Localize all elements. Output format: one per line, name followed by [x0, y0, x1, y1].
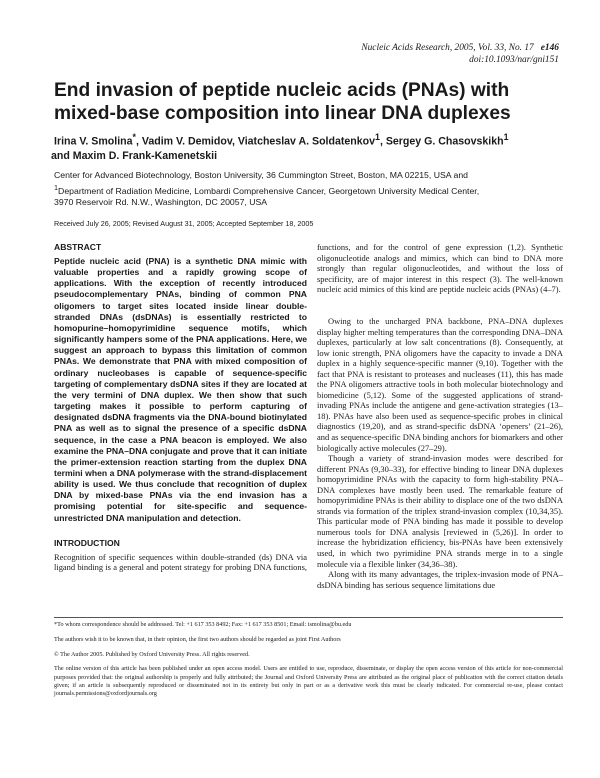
intro-paragraph: Owing to the uncharged PNA backbone, PNA–DNA duplexes display higher melting temperatures than the corresponding DNA–DNA duplexes, particularly at low salt concentrations (8). Consequently, at low ionic strength, PNA oligomers have the capacity to invade a DNA duplex in a highly sequence-specific manner (9,10). Together with the fact that PNA is resistant to proteases and nucleases (11), this has made the PNA oligomers attractive tools in both molecular biotechnology and biomedicine (5,12). Some of the suggested applications of strand-invading PNAs include the antigene and gene-activation strategies (13–18). PNAs have also been used as sequence-specific probes in clinical diagnostics (19,20), and as strand-specific dsDNA ‘openers’ (21–26), and as sequence-specific DNA binding anchors for biomarkers and other biologically active molecules (27–29). [317, 316, 563, 453]
footnote-divider [54, 617, 563, 618]
affiliation-mark: 1 [54, 182, 59, 192]
submission-dates: Received July 26, 2005; Revised August 31, 2005; Accepted September 18, 2005 [54, 219, 314, 228]
author-footnote-mark: * [132, 132, 136, 142]
author-separator: and [51, 150, 73, 163]
correspondence-note: *To whom correspondence should be addressed. Tel: +1 617 353 8492; Fax: +1 617 353 8501; Email: ismolina@bu.edu [54, 621, 352, 628]
author-separator: , [231, 135, 238, 148]
author-separator: , [135, 135, 142, 148]
affiliations [54, 170, 574, 209]
author-name: Irina V. Smolina [54, 135, 133, 148]
license-note: The online version of this article has been published under an open access model. Users are entitled to use, reproduce, disseminate, or display the open access version of this article for non-commercial purposes provided that: the original authorship is properly and fully attributed; the Journal and Oxford University Press are attributed as the original place of publication with the correct citation details given; if an article is subsequently reproduced or disseminated not in its entirety but only in part or as a derivative work this must be clearly indicated. For commercial re-use, please contact journals.permissions@oxfordjournals.org [54, 665, 563, 698]
abstract-heading: ABSTRACT [54, 242, 102, 252]
intro-paragraph: Along with its many advantages, the triplex-invasion mode of PNA–dsDNA binding has serious sequence limitations due [317, 569, 563, 590]
intro-paragraph-text: functions, and for the control of gene expression (1,2). Synthetic oligonucleotide analogs and mimics, which can bind to DNA more strongly than regular oligonucleotides, and without the loss of specificity, are of major interest in this respect (3). The well-known nucleic acid mimics of this kind are peptide nucleic acids (PNAs) (4–7). [317, 242, 563, 295]
left-column [54, 242, 307, 573]
joint-authorship-note: The authors wish it to be known that, in their opinion, the first two authors should be regarded as joint First Authors [54, 635, 341, 643]
author-affiliation-mark: 1 [375, 132, 380, 142]
citation-line [361, 43, 559, 55]
author-name: Maxim D. Frank-Kamenetskii [72, 150, 218, 163]
copyright-note: © The Author 2005. Published by Oxford University Press. All rights reserved. [54, 650, 250, 658]
abstract-text: Peptide nucleic acid (PNA) is a synthetic DNA mimic with valuable properties and a rapidly growing scope of applications. With the exception of recently introduced pseudocomplementary PNAs, binding of common PNA oligomers to target sites located inside linear double-stranded DNAs (dsDNAs) is essentially restricted to homopurine–homopyrimidine sequence motifs, which significantly hampers some of the PNA applications. Here, we suggest an approach to bypass this limitation of common PNAs. We demonstrate that PNA with mixed composition of ordinary nucleobases is capable of sequence-specific targeting of complementary dsDNA sites if they are located at the very termini of DNA duplex. We then show that such targeting makes it possible to perform capturing of designated dsDNA fragments via the DNA-bound biotinylated PNA as well as to signal the presence of a specific dsDNA sequence, in the case a PNA beacon is employed. We also examine the PNA–DNA conjugate and prove that it can initiate the primer-extension reaction starting from the duplex DNA termini when a DNA polymerase with the strand-displacement ability is used. We thus conclude that recognition of duplex DNA by mixed-base PNAs via the end invasion has a promising potential for site-specific and sequence-unrestricted DNA manipulation and detection. [54, 256, 307, 523]
author-name: Viatcheslav A. Soldatenkov [237, 135, 376, 148]
article-title: End invasion of peptide nucleic acids (PNAs) with mixed-base composition into linear DNA duplexes [54, 80, 511, 124]
introduction-heading: INTRODUCTION [54, 537, 120, 548]
journal-header [361, 43, 559, 66]
doi: doi:10.1093/nar/gni151 [469, 54, 559, 65]
affiliation-text: Department of Radiation Medicine, Lombardi Comprehensive Cancer, Georgetown University Medical Center, [58, 185, 480, 196]
journal-citation: Nucleic Acids Research, 2005, Vol. 33, No. 17 [361, 43, 534, 53]
author-affiliation-mark: 1 [503, 132, 509, 142]
article-id: e146 [540, 43, 559, 53]
intro-paragraph-continued [317, 242, 563, 316]
affiliation-line: 3970 Reservoir Rd. N.W., Washington, DC 20057, USA [54, 197, 268, 208]
intro-paragraph: Recognition of specific sequences within double-stranded (ds) DNA via ligand binding is a general and potent strategy for probing DNA functions, [54, 551, 307, 573]
affiliation-line: Center for Advanced Biotechnology, Boston University, 36 Cummington Street, Boston, MA 02215, USA and [54, 170, 469, 180]
footnotes [54, 621, 563, 705]
intro-paragraph: Though a variety of strand-invasion modes were described for different PNAs (9,30–33), for effective binding to linear DNA duplexes homopyrimidine PNAs with the capacity to form high-stability PNA–DNA complexes have mostly been used. The remarkable feature of homopyrimidine PNAs is their ability to displace one of the two dsDNA strands via formation of the triplex strand-invasion complex (10,34,35). This particular mode of PNA binding has made it possible to develop numerous tools for DNA analysis [reviewed in (5,26)]. In order to increase the hybridization efficiency, bis-PNAs have been extensively used, in which two pyrimidine PNA strands merge in to a single molecule via a flexible linker (34,36–38). [317, 453, 563, 569]
author-name: Sergey G. Chasovskikh [385, 135, 504, 148]
author-list [51, 130, 564, 164]
author-name: Vadim V. Demidov [141, 135, 232, 148]
right-column [317, 242, 563, 590]
author-separator: , [379, 135, 386, 148]
affiliation-line [54, 182, 574, 198]
